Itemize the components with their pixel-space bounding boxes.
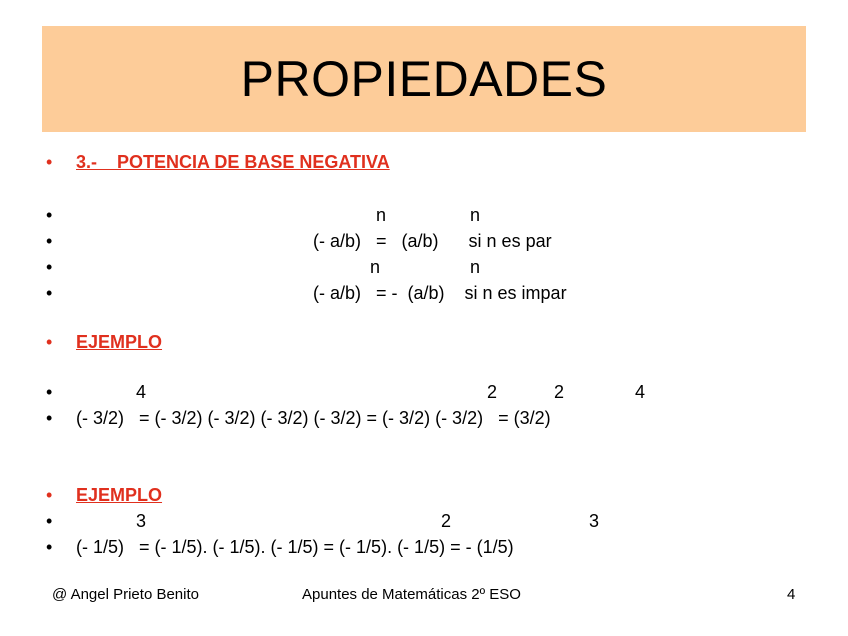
bullet: • <box>46 408 53 428</box>
footer-author: @ Angel Prieto Benito <box>52 586 199 603</box>
bullet: • <box>46 537 53 557</box>
page-number: 4 <box>787 586 796 603</box>
example-heading: EJEMPLO <box>76 485 163 505</box>
section-heading: 3.- POTENCIA DE BASE NEGATIVA <box>76 152 390 172</box>
bullet: • <box>46 511 53 531</box>
exponent-n: n <box>370 257 381 277</box>
bullet: • <box>46 382 53 402</box>
bullet: • <box>46 205 53 225</box>
example2-expression: (- 1/5) = (- 1/5). (- 1/5). (- 1/5) = (- 1/5). (- 1/5) = - (1/5) <box>76 537 514 557</box>
exponent-n: n <box>470 205 481 225</box>
bullet: • <box>46 152 53 172</box>
footer-course: Apuntes de Matemáticas 2º ESO <box>302 586 521 603</box>
exponent: 4 <box>635 382 646 402</box>
exponent: 4 <box>136 382 147 402</box>
example-heading: EJEMPLO <box>76 332 163 352</box>
bullet: • <box>46 332 53 352</box>
exponent: 2 <box>554 382 565 402</box>
exponent: 2 <box>487 382 498 402</box>
example1-expression: (- 3/2) = (- 3/2) (- 3/2) (- 3/2) (- 3/2) = (- 3/2) (- 3/2) = (3/2) <box>76 408 551 428</box>
slide-title: PROPIEDADES <box>240 51 608 107</box>
bullet: • <box>46 231 53 251</box>
bullet: • <box>46 257 53 277</box>
exponent-n: n <box>470 257 481 277</box>
exponent: 3 <box>136 511 147 531</box>
exponent: 2 <box>441 511 452 531</box>
formula-even: (- a/b) = (a/b) si n es par <box>313 231 552 251</box>
bullet: • <box>46 283 53 303</box>
formula-odd: (- a/b) = - (a/b) si n es impar <box>313 283 567 303</box>
exponent-n: n <box>376 205 387 225</box>
bullet: • <box>46 485 53 505</box>
exponent: 3 <box>589 511 600 531</box>
title-banner <box>42 26 806 132</box>
